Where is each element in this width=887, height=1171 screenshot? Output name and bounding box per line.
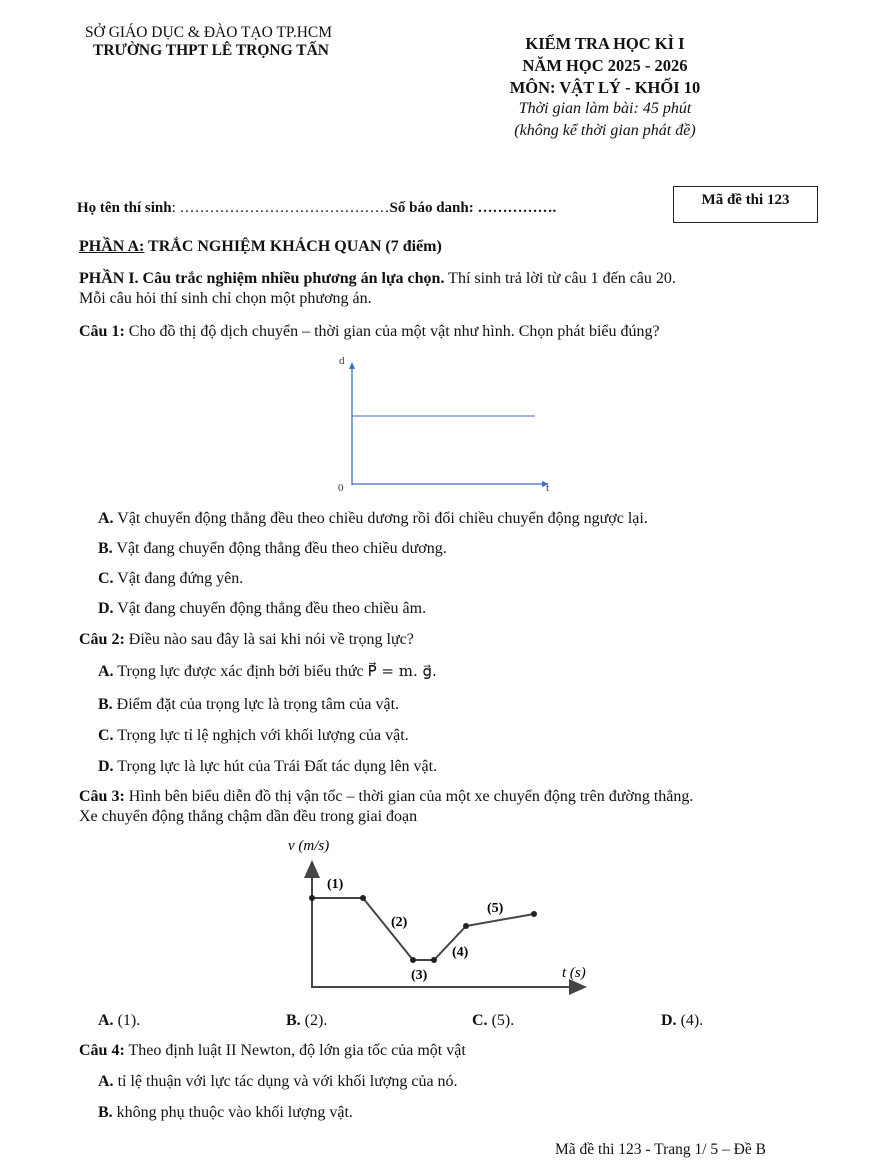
question-1-label: Câu 1: <box>79 323 125 340</box>
option-text: Vật đang đứng yên. <box>113 570 244 587</box>
option-text: Vật đang chuyển động thẳng đều theo chiều dương. <box>112 540 447 557</box>
option-key: B. <box>98 696 113 713</box>
question-4-option-a[interactable] <box>98 1073 458 1091</box>
option-text: (1). <box>113 1012 141 1029</box>
school-year: NĂM HỌC 2025 - 2026 <box>522 56 688 75</box>
question-1-graph-y-label: d <box>339 355 345 367</box>
exam-duration-note: (không kể thời gian phát đề) <box>514 122 696 139</box>
question-2 <box>79 631 414 649</box>
part-a-label: PHẦN A: <box>79 238 145 255</box>
stage-label-5: (5) <box>487 901 504 916</box>
question-3-graph-x-label: t (s) <box>562 965 586 981</box>
department-name: SỞ GIÁO DỤC & ĐÀO TẠO TP.HCM <box>85 24 333 41</box>
question-2-text: Điều nào sau đây là sai khi nói về trọng lực? <box>124 631 414 648</box>
option-text: (5). <box>487 1012 515 1029</box>
option-key: B. <box>98 540 113 557</box>
question-3-option-d[interactable] <box>661 1012 703 1030</box>
part-1-label: PHẦN I. Câu trắc nghiệm nhiều phương án lựa chọn. <box>79 270 445 287</box>
exam-duration: Thời gian làm bài: 45 phút <box>518 100 692 117</box>
option-key: C. <box>98 727 114 744</box>
question-2-option-a[interactable] <box>98 662 437 681</box>
part-a-heading <box>79 238 442 256</box>
weight-formula: P⃗ = m. g⃗. <box>367 662 437 680</box>
question-4-option-b[interactable] <box>98 1104 353 1122</box>
question-1-graph-x-label: t <box>546 482 550 494</box>
option-text: Điểm đặt của trọng lực là trọng tâm của vật. <box>112 696 400 713</box>
question-1-option-b[interactable] <box>98 540 447 558</box>
option-key: D. <box>98 600 114 617</box>
question-3 <box>79 788 693 806</box>
question-2-option-c[interactable] <box>98 727 409 745</box>
option-text: Trọng lực được xác định bởi biểu thức <box>113 663 368 680</box>
option-key: A. <box>98 510 114 527</box>
question-4 <box>79 1042 466 1060</box>
option-key: B. <box>98 1104 113 1121</box>
option-key: D. <box>98 758 114 775</box>
question-1 <box>79 323 660 341</box>
subject-line: MÔN: VẬT LÝ - KHỐI 10 <box>509 78 701 97</box>
part-a-title: TRẮC NGHIỆM KHÁCH QUAN (7 điểm) <box>144 238 442 255</box>
exam-title: KIỂM TRA HỌC KÌ I <box>525 34 685 53</box>
question-3-text-2: Xe chuyển động thẳng chậm dần đều trong giai đoạn <box>79 808 418 825</box>
graph-point <box>360 895 366 901</box>
option-text: Trọng lực là lực hút của Trái Đất tác dụng lên vật. <box>113 758 438 775</box>
graph-point <box>309 895 315 901</box>
stage-label-2: (2) <box>391 915 408 930</box>
student-id-field[interactable]: Số báo danh: ……………. <box>389 200 557 216</box>
question-1-graph-origin: 0 <box>338 482 344 494</box>
question-3-option-a[interactable] <box>98 1012 140 1030</box>
question-3-option-c[interactable] <box>472 1012 514 1030</box>
page-footer: Mã đề thi 123 - Trang 1/ 5 – Đề B <box>555 1141 766 1158</box>
graph-point <box>410 957 416 963</box>
option-key: D. <box>661 1012 677 1029</box>
option-text: (4). <box>676 1012 704 1029</box>
question-1-graph <box>330 350 560 495</box>
question-4-text: Theo định luật II Newton, độ lớn gia tốc của một vật <box>124 1042 466 1059</box>
question-3-graph <box>280 832 610 997</box>
student-info-line <box>77 200 556 217</box>
option-key: A. <box>98 1012 114 1029</box>
option-text: không phụ thuộc vào khối lượng vật. <box>112 1104 353 1121</box>
question-3-label: Câu 3: <box>79 788 125 805</box>
option-text: Vật đang chuyển động thẳng đều theo chiều âm. <box>113 600 427 617</box>
question-1-option-d[interactable] <box>98 600 426 618</box>
graph-point <box>463 923 469 929</box>
option-text: (2). <box>300 1012 328 1029</box>
question-3-text: Hình bên biểu diễn đồ thị vận tốc – thời gian của một xe chuyển động trên đường thẳng. <box>124 788 694 805</box>
stage-label-4: (4) <box>452 945 469 960</box>
option-key: B. <box>286 1012 301 1029</box>
question-2-option-b[interactable] <box>98 696 399 714</box>
question-1-option-a[interactable] <box>98 510 648 528</box>
part-1-instructions-2: Mỗi câu hỏi thí sinh chỉ chọn một phương án. <box>79 290 372 307</box>
part-1-text: Thí sinh trả lời từ câu 1 đến câu 20. <box>444 270 676 287</box>
option-text: Vật chuyển động thẳng đều theo chiều dương rồi đổi chiều chuyển động ngược lại. <box>113 510 648 527</box>
question-1-option-c[interactable] <box>98 570 243 588</box>
question-2-option-d[interactable] <box>98 758 437 776</box>
school-name: TRƯỜNG THPT LÊ TRỌNG TẤN <box>93 42 329 59</box>
part-1-instructions <box>79 270 676 288</box>
graph-point <box>531 911 537 917</box>
exam-code: Mã đề thi 123 <box>701 192 790 208</box>
option-key: A. <box>98 663 114 680</box>
question-3-graph-y-label: v (m/s) <box>288 838 330 854</box>
question-4-label: Câu 4: <box>79 1042 125 1059</box>
option-key: A. <box>98 1073 114 1090</box>
option-text: tỉ lệ thuận với lực tác dụng và với khối lượng của nó. <box>113 1073 458 1090</box>
question-2-label: Câu 2: <box>79 631 125 648</box>
question-1-text: Cho đồ thị độ dịch chuyển – thời gian của một vật như hình. Chọn phát biểu đúng? <box>124 323 660 340</box>
graph-point <box>431 957 437 963</box>
option-key: C. <box>98 570 114 587</box>
student-name-field[interactable]: : …………………………………… <box>171 200 390 216</box>
stage-label-1: (1) <box>327 877 344 892</box>
student-name-label: Họ tên thí sinh <box>77 200 172 216</box>
stage-label-3: (3) <box>411 968 428 983</box>
option-key: C. <box>472 1012 488 1029</box>
question-3-option-b[interactable] <box>286 1012 327 1030</box>
option-text: Trọng lực tỉ lệ nghịch với khối lượng của vật. <box>113 727 409 744</box>
